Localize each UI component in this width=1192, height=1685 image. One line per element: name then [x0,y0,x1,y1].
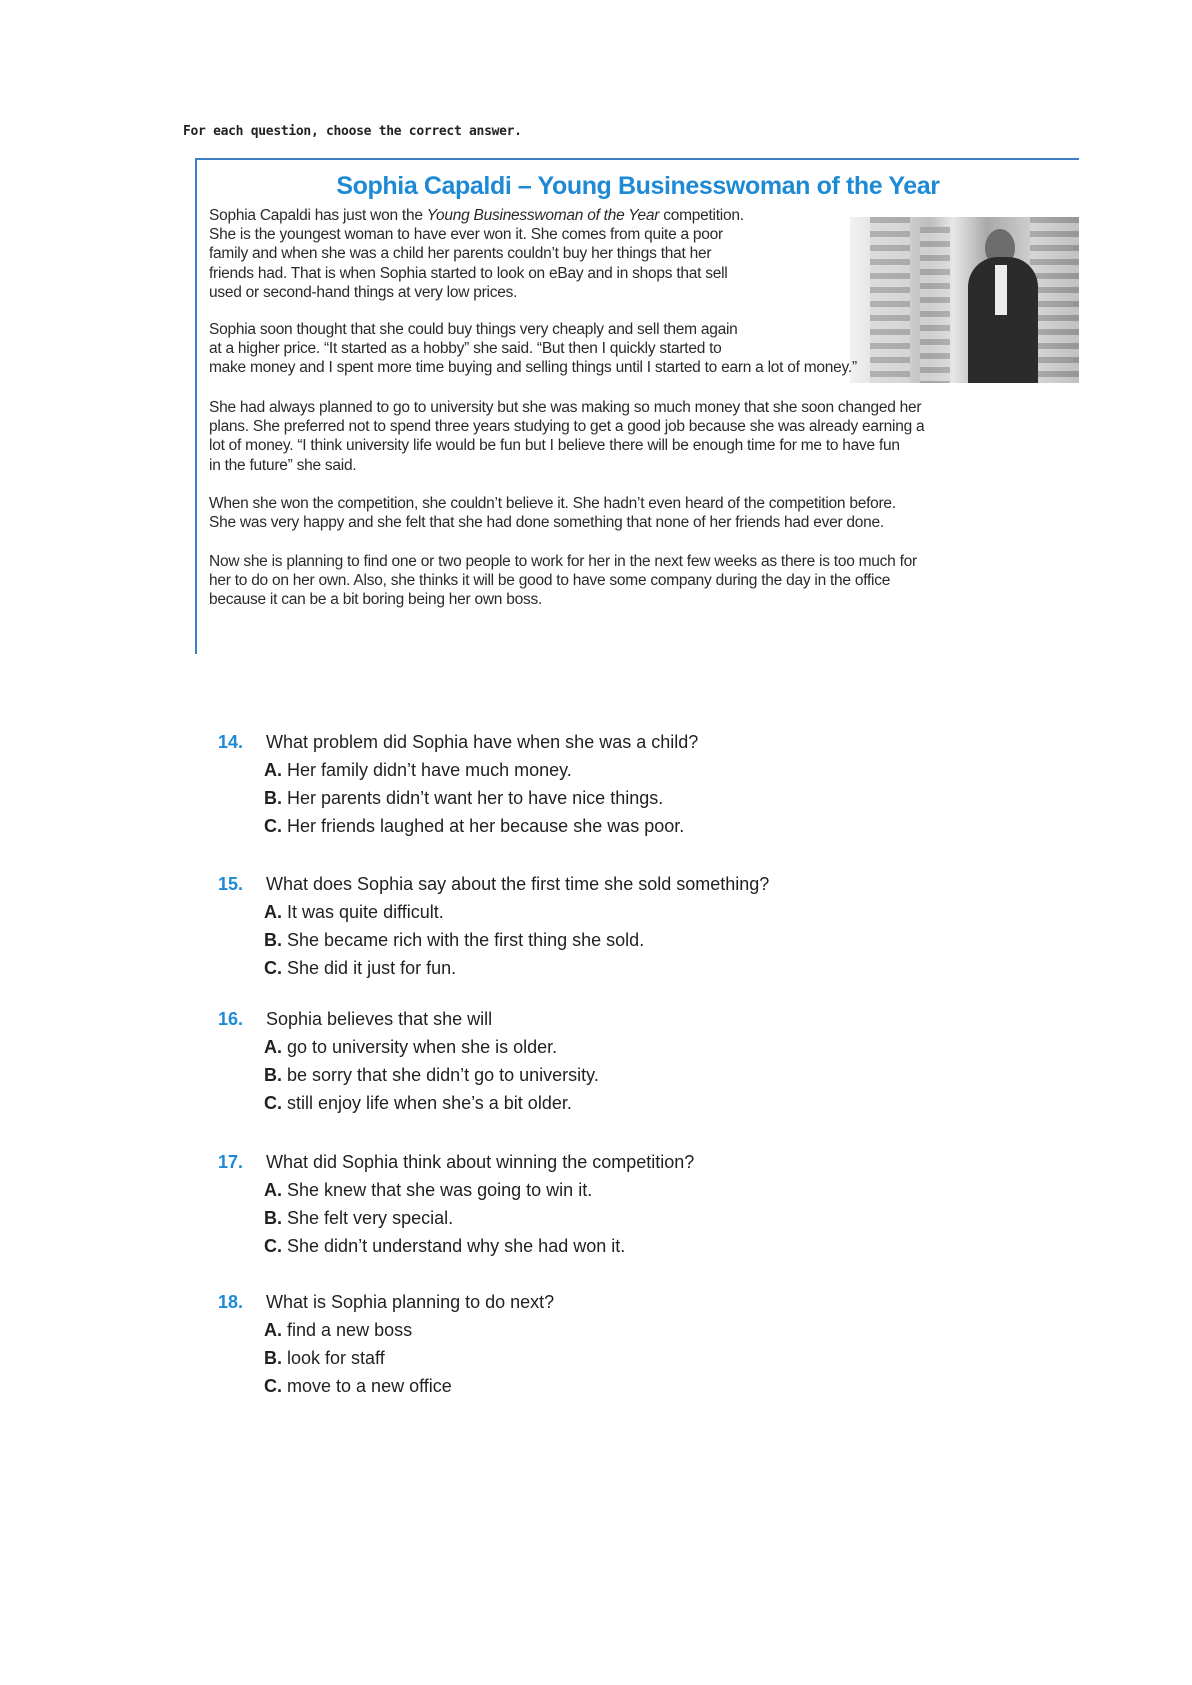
option-letter: B. [264,1065,282,1085]
text-line: in the future” she said. [209,456,357,474]
paragraph-4 [209,494,896,532]
answer-option[interactable] [264,1065,599,1086]
option-letter: C. [264,958,282,978]
question-stem: What did Sophia think about winning the competition? [266,1152,695,1172]
answer-option[interactable] [264,958,456,979]
option-text: find a new boss [287,1320,413,1340]
answer-option[interactable] [264,816,684,837]
question-stem: What does Sophia say about the first time she sold something? [266,874,770,894]
text-line: When she won the competition, she couldn’t believe it. She hadn’t even heard of the competition before. [209,495,896,512]
question-number: 18. [218,1292,244,1312]
option-letter: C. [264,1093,282,1113]
text-line: used or second-hand things at very low prices. [209,283,518,301]
answer-option[interactable] [264,1236,625,1257]
option-text: go to university when she is older. [287,1037,558,1057]
option-letter: C. [264,816,282,836]
question-stem: What is Sophia planning to do next? [266,1292,555,1312]
article-box [195,158,1079,654]
option-letter: C. [264,1376,282,1396]
option-text: She didn’t understand why she had won it. [287,1236,626,1256]
option-letter: A. [264,760,282,780]
text-line: plans. She preferred not to spend three years studying to get a good job because she was already earning a [209,418,925,436]
option-letter: B. [264,1208,282,1228]
answer-option[interactable] [264,1348,385,1369]
answer-option[interactable] [264,760,572,781]
option-letter: A. [264,902,282,922]
paragraph-2 [209,320,857,378]
question-stem: Sophia believes that she will [266,1009,493,1029]
paragraph-3 [209,398,924,475]
option-text: look for staff [287,1348,385,1368]
paragraph-1 [209,206,744,302]
text-line: Now she is planning to find one or two people to work for her in the next few weeks as there is too much for [209,553,917,570]
question-number: 14. [218,732,244,752]
question-number: 15. [218,874,244,894]
answer-option[interactable] [264,1037,557,1058]
text-line: She is the youngest woman to have ever won it. She comes from quite a poor [209,226,723,244]
option-letter: B. [264,788,282,808]
option-letter: A. [264,1180,282,1200]
text-line: make money and I spent more time buying and selling things until I started to earn a lot of money.” [209,359,857,377]
text-line: She had always planned to go to university but she was making so much money that she soon changed her [209,399,922,416]
question-number: 16. [218,1009,244,1029]
competition-name: Young Businesswoman of the Year [426,207,660,224]
text-line: Sophia soon thought that she could buy things very cheaply and sell them again [209,321,738,338]
answer-option[interactable] [264,1180,592,1201]
paragraph-5 [209,552,917,610]
option-text: It was quite difficult. [287,902,444,922]
option-text: still enjoy life when she’s a bit older. [287,1093,572,1113]
question-stem: What problem did Sophia have when she was a child? [266,732,699,752]
option-letter: B. [264,930,282,950]
answer-option[interactable] [264,930,644,951]
option-letter: A. [264,1037,282,1057]
option-letter: C. [264,1236,282,1256]
text-line: her to do on her own. Also, she thinks it will be good to have some company during the day in the office [209,572,891,590]
article-title: Sophia Capaldi – Young Businesswoman of the Year [336,172,940,200]
option-letter: B. [264,1348,282,1368]
option-text: She felt very special. [287,1208,454,1228]
option-text: be sorry that she didn’t go to university. [287,1065,599,1085]
option-text: move to a new office [287,1376,452,1396]
option-text: She did it just for fun. [287,958,457,978]
text-line: family and when she was a child her parents couldn’t buy her things that her [209,245,712,263]
answer-option[interactable] [264,1208,453,1229]
text: Sophia Capaldi has just won the [209,207,427,224]
option-text: She became rich with the first thing she sold. [287,930,645,950]
option-text: She knew that she was going to win it. [287,1180,593,1200]
text-line: friends had. That is when Sophia started to look on eBay and in shops that sell [209,264,728,282]
option-text: Her family didn’t have much money. [287,760,572,780]
instruction-text: For each question, choose the correct answer. [183,124,522,139]
answer-option[interactable] [264,1093,572,1114]
text-line: because it can be a bit boring being her own boss. [209,591,543,609]
text: competition. [659,207,744,224]
option-letter: A. [264,1320,282,1340]
answer-option[interactable] [264,902,444,923]
option-text: Her friends laughed at her because she was poor. [287,816,685,836]
option-text: Her parents didn’t want her to have nice things. [287,788,664,808]
businesswoman-photo-icon [850,217,1079,383]
answer-option[interactable] [264,1376,452,1397]
text-line: lot of money. “I think university life would be fun but I believe there will be enough time for me to have fun [209,437,900,455]
answer-option[interactable] [264,1320,412,1341]
answer-option[interactable] [264,788,663,809]
text-line: She was very happy and she felt that she had done something that none of her friends had ever done. [209,514,884,532]
text-line: at a higher price. “It started as a hobby” she said. “But then I quickly started to [209,340,722,358]
question-number: 17. [218,1152,244,1172]
